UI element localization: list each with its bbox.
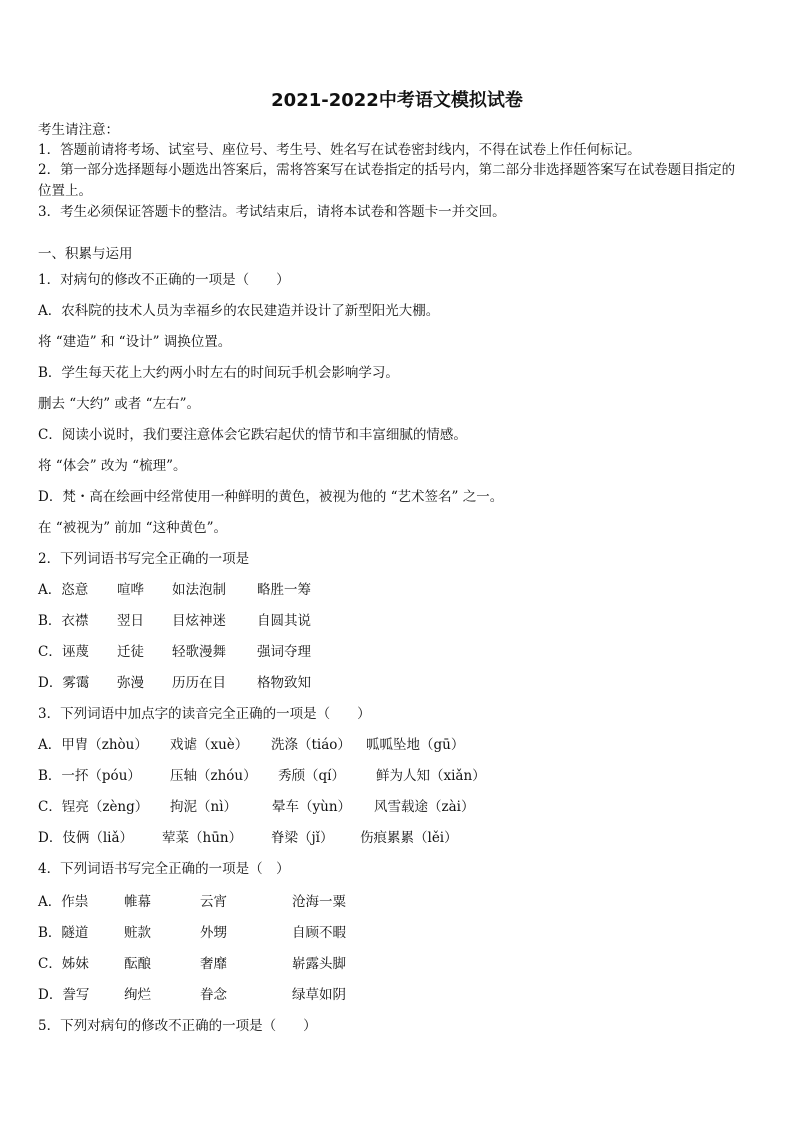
option-word: D．雾霭 (38, 675, 90, 691)
option-word: 鲜为人知（xiǎn） (376, 768, 486, 784)
q1-line: C．阅读小说时，我们要注意体会它跌宕起伏的情节和丰富细腻的情感。 (38, 427, 467, 443)
option-word: 沧海一粟 (292, 894, 346, 910)
option-word: 略胜一筹 (257, 582, 311, 598)
notice-item: 3．考生必须保证答题卡的整洁。考试结束后，请将本试卷和答题卡一并交回。 (38, 204, 506, 220)
option-word: 格物致知 (257, 675, 311, 691)
option-word: 伤痕累累（lěi） (360, 830, 458, 846)
option-word: B．隧道 (38, 925, 89, 941)
option-word: 荤菜（hūn） (162, 830, 243, 846)
option-word: 赃款 (124, 925, 151, 941)
option-word: 云宵 (200, 894, 227, 910)
q1-line: 删去 “大约” 或者 “左右”。 (38, 396, 200, 412)
option-word: 帷幕 (124, 894, 151, 910)
option-word: C．姊妹 (38, 956, 89, 972)
option-word: A．甲胄（zhòu） (38, 737, 148, 753)
option-word: 拘泥（nì） (170, 799, 238, 815)
option-word: 风雪载途（zài） (374, 799, 475, 815)
option-word: 崭露头脚 (292, 956, 346, 972)
option-word: 绿草如阴 (292, 987, 346, 1003)
option-word: 如法泡制 (172, 582, 226, 598)
option-word: 眷念 (200, 987, 227, 1003)
notice-heading: 考生请注意： (38, 122, 119, 138)
option-word: D．誊写 (38, 987, 90, 1003)
option-word: 奢靡 (200, 956, 227, 972)
question-3-stem: 3．下列词语中加点字的读音完全正确的一项是（ ） (38, 706, 371, 722)
option-word: 酝酿 (124, 956, 151, 972)
option-word: 历历在目 (172, 675, 226, 691)
question-4-stem: 4．下列词语书写完全正确的一项是（ ） (38, 861, 290, 877)
option-word: 迁徒 (117, 644, 144, 660)
section-heading: 一、积累与运用 (38, 246, 133, 262)
option-word: 目炫神迷 (172, 613, 226, 629)
option-word: B．一抔（póu） (38, 768, 141, 784)
option-word: 轻歌漫舞 (172, 644, 226, 660)
page-title: 2021-2022中考语文模拟试卷 (271, 90, 523, 111)
option-word: 呱呱坠地（gū） (366, 737, 465, 753)
option-word: 绚烂 (124, 987, 151, 1003)
question-2-stem: 2．下列词语书写完全正确的一项是 (38, 551, 250, 567)
option-word: 外甥 (200, 925, 227, 941)
option-word: B．衣襟 (38, 613, 89, 629)
question-5-stem: 5．下列对病句的修改不正确的一项是（ ） (38, 1018, 317, 1034)
option-word: D．伎俩（liǎ） (38, 830, 134, 846)
notice-item: 1．答题前请将考场、试室号、座位号、考生号、姓名写在试卷密封线内，不得在试卷上作任何标记。 (38, 142, 641, 158)
question-1-stem: 1．对病句的修改不正确的一项是（ ） (38, 272, 290, 288)
option-word: 自顾不暇 (292, 925, 346, 941)
option-word: A．作祟 (38, 894, 89, 910)
notice-item: 2．第一部分选择题每小题选出答案后，需将答案写在试卷指定的括号内，第二部分非选择题答案写在试卷题目指定的 (38, 162, 736, 178)
q1-line: 将 “体会” 改为 “梳理”。 (38, 458, 187, 474)
option-word: 晕车（yùn） (272, 799, 352, 815)
option-word: 自圆其说 (257, 613, 311, 629)
option-word: 压轴（zhóu） (170, 768, 257, 784)
option-word: 翌日 (117, 613, 144, 629)
q1-line: D．梵・高在绘画中经常使用一种鲜明的黄色，被视为他的 “艺术签名” 之一。 (38, 489, 504, 505)
option-word: 戏谑（xuè） (170, 737, 249, 753)
option-word: A．恣意 (38, 582, 89, 598)
option-word: 秀颀（qí） (278, 768, 345, 784)
option-word: 喧哗 (117, 582, 144, 598)
option-word: 强词夺理 (257, 644, 311, 660)
q1-line: 在 “被视为” 前加 “这种黄色”。 (38, 520, 227, 536)
notice-item: 位置上。 (38, 183, 92, 199)
q1-line: B．学生每天花上大约两小时左右的时间玩手机会影响学习。 (38, 365, 399, 381)
q1-line: 将 “建造” 和 “设计” 调换位置。 (38, 334, 232, 350)
q1-line: A．农科院的技术人员为幸福乡的农民建造并设计了新型阳光大棚。 (38, 303, 440, 319)
option-word: 洗涤（tiáo） (271, 737, 351, 753)
option-word: C．锃亮（zèng） (38, 799, 149, 815)
option-word: 脊梁（jǐ） (271, 830, 334, 846)
option-word: 弥漫 (117, 675, 144, 691)
option-word: C．诬蔑 (38, 644, 89, 660)
